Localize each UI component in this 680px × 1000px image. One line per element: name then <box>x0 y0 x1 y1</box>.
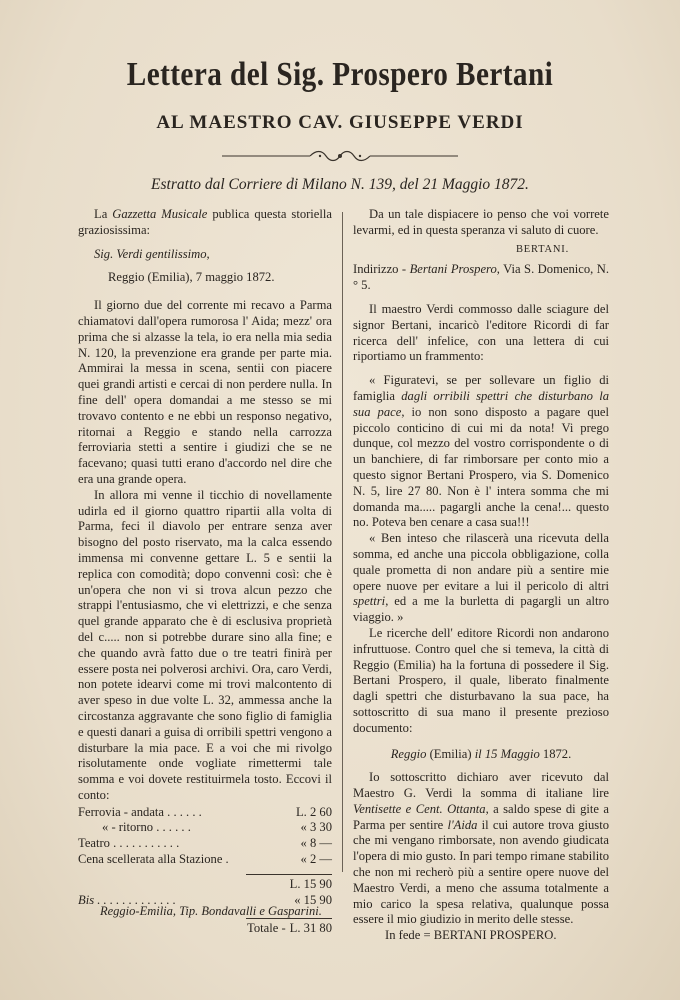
printer-imprint: Reggio-Emilia, Tip. Bondavalli e Gasparini. <box>100 904 322 918</box>
verdi-quote-1: « Figuratevi, se per sollevare un figlio di famiglia dagli orribili spettri che disturbano la sua pace, io non sono disposto a pagare quel piccolo conticino di cui mi da nota! Vi prego dunque, col mezzo del vostro corrispondente o di un banchiere, di far rimborsare per conto mio a questo signor Bertani Prospero, via S. Domenico N. 5, lire 27 80. Non è l' intera somma che mi domanda ma..... pagargli anche la cena!... questo no. Poteva ben cenare a casa sua!!! <box>353 373 610 530</box>
address-line: Indirizzo - Bertani Prospero, Via S. Domenico, N.° 5. <box>353 262 609 293</box>
signature-bertani: BERTANI. <box>515 243 569 255</box>
narrative-paragraph-1: Il maestro Verdi commosso dalle sciagure del signor Bertani, incaricò l'editore Ricordi di far ricerca dell' infelice, con una lettera di cui riportiamo un frammento: <box>353 301 609 364</box>
right-column <box>353 207 609 944</box>
expense-row: Teatro . . . . . . . . . . . « 8 — <box>78 836 332 851</box>
intro-paragraph: La Gazzetta Musicale publica questa storiella graziosissima: <box>78 207 332 237</box>
total-row: Totale - L. 31 80 <box>247 921 332 936</box>
letter-subtitle: AL MAESTRO CAV. GIUSEPPE VERDI <box>156 112 524 133</box>
subtotal-row: L. 15 90 <box>289 876 332 891</box>
left-column <box>78 207 332 937</box>
extract-line: Estratto dal Corriere di Milano N. 139, del 21 Maggio 1872. <box>151 176 529 193</box>
letter-title: Lettera del Sig. Prospero Bertani <box>126 56 554 93</box>
expense-row: Cena scellerata alla Stazione . « 2 — <box>78 852 332 867</box>
expense-row: Ferrovia - andata . . . . . . L. 2 60 <box>78 804 332 819</box>
ornament-divider-icon <box>222 148 458 164</box>
place-date: Reggio (Emilia), 7 maggio 1872. <box>108 270 275 285</box>
letter-paragraph-2: In allora mi venne il ticchio di novellamente udirla ed il giorno quattro ripartii alla volta di Parma, feci il diavolo per entrare senza aver bisogno del posto riservato, ma la calca essendo immensa mi convenne gettare L. 5 e sentii la replica con comodità; dopo convenni così: che è un'opera che non vi si trova alcun pezzo che strappi l'entusiasmo, che vi elettrizzi, e che senza quel grande apparato che è di esclusiva proprietà del c..... non si potrebbe durare sino alla fine; e che quando avrà fatto due o tre teatri finirà per essere posta nei polverosi archivi. Ora, caro Verdi, non potete idearvi come mi trovi malcontento di aver speso in due volte L. 32, ammessa anche la circostanza aggravante che sono figlio di famiglia e questi danari a guisa di orribili spettri vengono a disturbare la mia pace. E a voi che mi rivolgo risolutamente onde vogliate rimettermi tale somma e voi dovete restituirmela tosto. Eccovi il conto: <box>78 487 332 802</box>
subtotal-rule <box>246 874 332 875</box>
column-divider <box>342 212 343 872</box>
receipt-date: Reggio (Emilia) il 15 Maggio 1872. <box>390 746 572 761</box>
expense-row: « - ritorno . . . . . . « 3 30 <box>102 820 332 835</box>
receipt-signature: In fede = BERTANI PROSPERO. <box>385 928 557 943</box>
salutation: Sig. Verdi gentilissimo, <box>94 246 210 261</box>
letter-closing-paragraph: Da un tale dispiacere io penso che voi vorrete levarmi, ed in questa speranza vi saluto di cuore. <box>353 207 609 237</box>
receipt-text: Io sottoscritto dichiaro aver ricevuto dal Maestro G. Verdi la somma di italiane lire Ventisette e Cent. Ottanta, a saldo spese di gite a Parma per sentire l'Aida il cui autore trova giusto che mi vengano rimborsate, non avendo giudicata l'opera di mio gusto. In pari tempo rimane stabilito che non mi recherò più a sentire opere nuove del Maestro Verdi, a meno che assuma totalmente a mio carico la spesa relativa, qualunque possa essere il mio giudizio in merito delle stesse. <box>353 770 610 927</box>
verdi-quote-2: « Ben inteso che rilascerà una ricevuta della somma, ed anche una piccola obbligazione, colla quale prometta di non andare più a sentire mie opere nuove per evitare a lui il pericolo di altri spettri, ed a me la burletta di pagargli un altro viaggio. » <box>353 531 609 625</box>
narrative-paragraph-2: Le ricerche dell' editore Ricordi non andarono infruttuose. Contro quel che si temeva, la città di Reggio (Emilia) ha la fortuna di possedere il Sig. Bertani Prospero, il quale, liberato finalmente dagli spettri che disturbavano la sua pace, ha sottoscritto di sua mano il presente prezioso documento: <box>353 625 609 735</box>
bis-row: Bis . . . . . . . . . . . . . « 15 90 <box>78 892 332 907</box>
letter-paragraph-1: Il giorno due del corrente mi recavo a Parma chiamatovi dall'opera rumorosa l' Aida; mezz' ora prima che si alzasse la tela, io era nella mia sedia N. 120, la prevenzione era grande per parte mia. Ammirai la messa in scena, sentii con piacere quei grandi artisti e cercai di non perdere nulla. In fine dell' opera domandai a me stesso se mi trovavo contento e ne ebbi un responso negativo, ritornai a Reggio e stando nella carrozza ferroviaria stetti a sentire i giudizi che se ne facevano; quasi tutti erano d'accordo nel dire che era una grande opera. <box>78 298 332 486</box>
